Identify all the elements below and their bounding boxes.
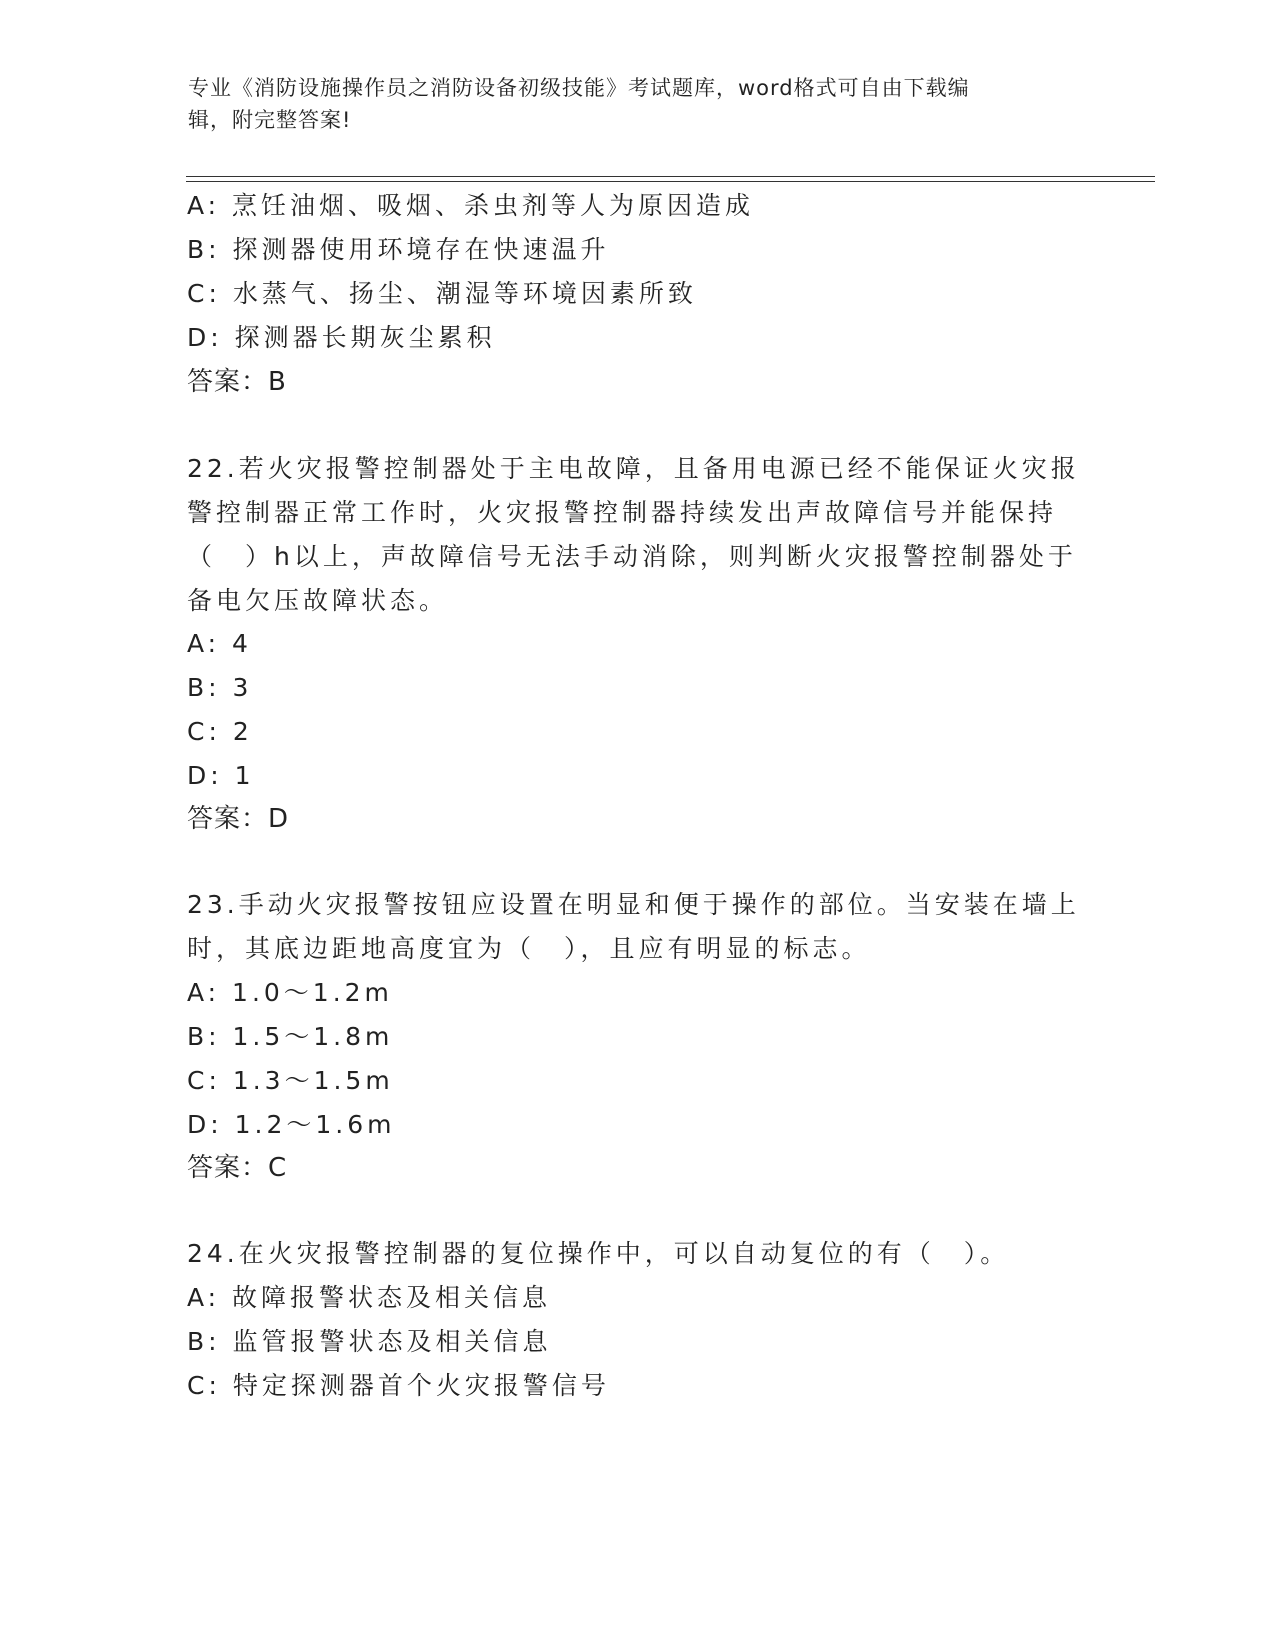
q24-option-a: A: 故障报警状态及相关信息: [187, 1283, 552, 1312]
q21-option-a: A: 烹饪油烟、吸烟、杀虫剂等人为原因造成: [187, 191, 755, 220]
q22-stem-line-2: 警控制器正常工作时，火灾报警控制器持续发出声故障信号并能保持: [187, 498, 1058, 527]
header-line-1: 专业《消防设施操作员之消防设备初级技能》考试题库，word格式可自由下载编: [188, 76, 970, 100]
q22-stem-line-1: 22.若火灾报警控制器处于主电故障，且备用电源已经不能保证火灾报: [187, 454, 1080, 483]
q23-answer: 答案：C: [187, 1153, 288, 1183]
header-divider-top: [186, 176, 1155, 177]
q24-option-c: C: 特定探测器首个火灾报警信号: [187, 1371, 610, 1400]
q23-option-d: D: 1.2～1.6m: [187, 1110, 396, 1139]
q24-option-b: B: 监管报警状态及相关信息: [187, 1327, 552, 1356]
q24-stem-line-1: 24.在火灾报警控制器的复位操作中，可以自动复位的有（ ）。: [187, 1239, 1010, 1268]
q21-answer: 答案：B: [187, 367, 287, 397]
header-divider-bottom: [186, 181, 1155, 182]
header-line-2: 辑，附完整答案!: [188, 108, 352, 132]
q21-option-d: D: 探测器长期灰尘累积: [187, 323, 496, 352]
q21-option-b: B: 探测器使用环境存在快速温升: [187, 235, 610, 264]
q22-option-d: D: 1: [187, 761, 255, 790]
q23-option-b: B: 1.5～1.8m: [187, 1022, 394, 1051]
q22-option-a: A: 4: [187, 629, 252, 658]
document-header: [188, 72, 1088, 136]
q23-stem-line-1: 23.手动火灾报警按钮应设置在明显和便于操作的部位。当安装在墙上: [187, 890, 1080, 919]
q22-stem-line-3: （ ）h以上，声故障信号无法手动消除，则判断火灾报警控制器处于: [187, 542, 1077, 571]
q22-answer: 答案：D: [187, 804, 290, 834]
q23-stem-line-2: 时，其底边距地高度宜为（ ），且应有明显的标志。: [187, 934, 871, 963]
q23-option-a: A: 1.0～1.2m: [187, 978, 393, 1007]
q21-option-c: C: 水蒸气、扬尘、潮湿等环境因素所致: [187, 279, 697, 308]
q22-option-b: B: 3: [187, 673, 253, 702]
q22-option-c: C: 2: [187, 717, 253, 746]
q22-stem-line-4: 备电欠压故障状态。: [187, 586, 449, 615]
q23-option-c: C: 1.3～1.5m: [187, 1066, 394, 1095]
